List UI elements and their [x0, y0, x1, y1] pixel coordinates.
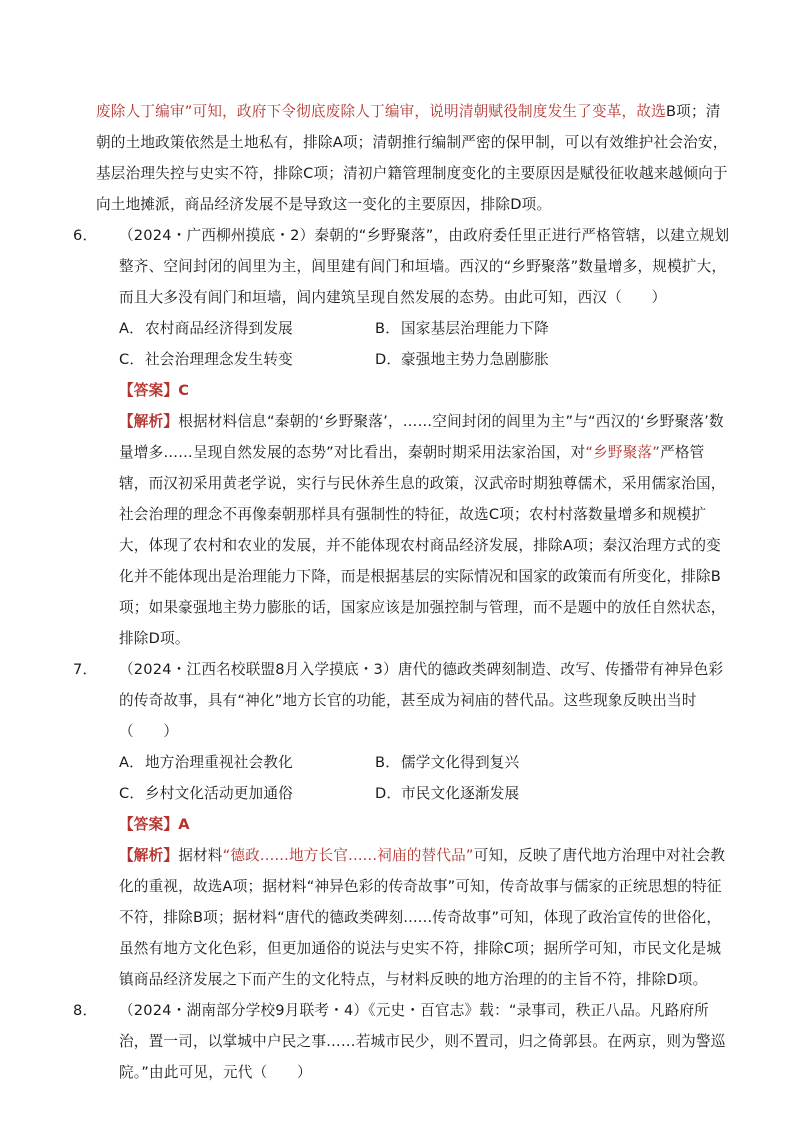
question-number: 6． — [73, 227, 98, 244]
analysis-highlight: “乡野聚落” — [585, 444, 661, 461]
option-c: C．社会治理理念发生转变 — [119, 351, 293, 368]
question-number: 8． — [73, 1002, 98, 1019]
prev-analysis-text: B项；清朝的土地政策依然是土地私有，排除A项；清朝推行编制严密的保甲制，可以有效维护社会治安，基层治理失控与史实不符，排除C项；清初户籍管理制度变化的主要原因是赋役征收越来越倾向于向土地摊派，商品经济发展不是导致这一变化的主要原因，排除D项。 — [96, 103, 728, 213]
option-a: A．地方治理重视社会教化 — [119, 754, 293, 771]
question-number: 7． — [73, 661, 98, 678]
question-7-analysis: 【解析】据材料“德政......地方长官......祠庙的替代品”可知，反映了唐代地方治理中对社会教化的重视，故选A项；据材料“神异色彩的传奇故事”可知，传奇故事与儒家的正统思想的特征不符，排除B项；据材料“唐代的德政类碑刻......传奇故事”可知，体现了政治宣传的世俗化，虽然有地方文化色彩，但更加通俗的说法与史实不符，排除C项；据所学可知，市民文化是城镇商品经济发展之下而产生的文化特点，与材料反映的地方治理的的主旨不符，排除D项。 — [119, 847, 726, 988]
question-text: 《元史・百官志》载：“录事司，秩正八品。凡路府所治，置一司，以掌城中户民之事……若城市民少，则不置司，归之倚郭县。在两京，则为警巡院。”由此可见，元代（ ） — [119, 1002, 726, 1081]
question-7 — [73, 654, 732, 995]
question-6 — [73, 220, 732, 654]
question-6-options — [96, 313, 732, 375]
option-c: C．乡村文化活动更加通俗 — [119, 785, 293, 802]
question-7-stem — [73, 654, 732, 747]
question-8-stem — [73, 995, 732, 1088]
option-a: A．农村商品经济得到发展 — [119, 320, 293, 337]
question-text: 唐代的德政类碑刻制造、改写、传播带有神异色彩的传奇故事，具有“神化”地方长官的功能，甚至成为祠庙的替代品。这些现象反映出当时（ ） — [119, 661, 724, 740]
answer-tag: 【答案】 — [119, 816, 179, 833]
prev-analysis — [96, 96, 732, 220]
option-b: B．儒学文化得到复兴 — [375, 754, 520, 771]
analysis-tag: 【解析】 — [119, 413, 179, 430]
question-source: （2024・江西名校联盟8月入学摸底・3） — [119, 661, 398, 678]
question-6-stem — [73, 220, 732, 313]
question-8 — [73, 995, 732, 1088]
prev-analysis-red: 废除人丁编审”可知，政府下令彻底废除人丁编审，说明清朝赋役制度发生了变革，故选 — [96, 103, 666, 120]
option-b: B．国家基层治理能力下降 — [375, 320, 549, 337]
option-d: D．豪强地主势力急剧膨胀 — [375, 351, 549, 368]
answer-value: A — [178, 816, 190, 833]
question-6-analysis: 【解析】根据材料信息“秦朝的‘乡野聚落’，……空间封闭的闾里为主”与“西汉的‘乡野聚落’数量增多……呈现自然发展的态势”对比看出，秦朝时期采用法家治国，对“乡野聚落”严格管辖，而汉初采用黄老学说，实行与民休养生息的政策，汉武帝时期独尊儒术，采用儒家治国，社会治理的理念不再像秦朝那样具有强制性的特征，故选C项；农村村落数量增多和规模扩大，体现了农村和农业的发展，并不能体现农村商品经济发展，排除A项；秦汉治理方式的变化并不能体现出是治理能力下降，而是根据基层的实际情况和国家的政策而有所变化，排除B项；如果豪强地主势力膨胀的话，国家应该是加强控制与管理，而不是题中的放任自然状态，排除D项。 — [119, 413, 726, 647]
answer-tag: 【答案】 — [119, 382, 179, 399]
question-7-answer — [96, 809, 732, 840]
answer-value: C — [178, 382, 190, 399]
question-source: （2024・湖南部分学校9月联考・4） — [119, 1002, 369, 1019]
option-d: D．市民文化逐渐发展 — [375, 785, 520, 802]
question-6-answer — [96, 375, 732, 406]
analysis-highlight: “德政......地方长官......祠庙的替代品” — [222, 847, 474, 864]
analysis-tag: 【解析】 — [119, 847, 179, 864]
question-7-options — [96, 747, 732, 809]
question-text: 秦朝的“乡野聚落”，由政府委任里正进行严格管辖，以建立规划整齐、空间封闭的闾里为主，闾里建有闾门和垣墙。西汉的“乡野聚落”数量增多，规模扩大，而且大多没有闾门和垣墙，闾内建筑呈现自然发展的态势。由此可知，西汉（ ） — [119, 227, 730, 306]
question-source: （2024・广西柳州摸底・2） — [119, 227, 315, 244]
